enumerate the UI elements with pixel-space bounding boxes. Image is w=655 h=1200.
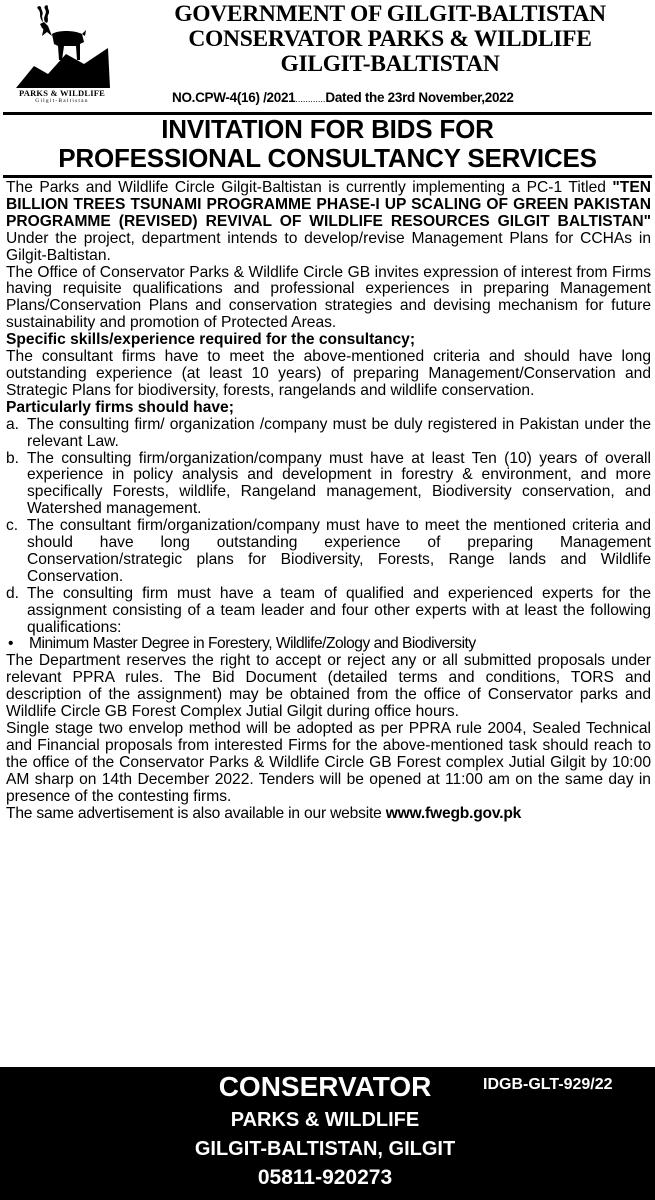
paragraph-rights: The Department reserves the right to accept or reject any or all submitted proposals under relevant PPRA rules. The Bid Document (detailed terms and conditions, TORS and description of the assignment) may be obtained from the office of Conservator parks and Wildlife Circle GB Forest Complex Jutial Gilgit during office hours. [6,652,651,721]
bullet-item [6,636,651,653]
list-text: The consulting firm must have a team of qualified and experienced experts for the assignment consisting of a team leader and four other experts with at least the following qualifications: [27,584,651,636]
header [0,0,655,112]
bullet-text: Minimum Master Degree in Forestery, Wildlife/Zology and Biodiversity [29,635,476,653]
footer-location: GILGIT-BALTISTAN, GILGIT [194,1138,456,1160]
org-line-2: CONSERVATOR PARKS & WILDLIFE [188,26,592,52]
logo-subtext: Gilgit-Baltistan [35,98,89,104]
list-text: The consultant firm/organization/company must have to meet the mentioned criteria and should have long outstanding experience of preparing Management Conservation/strategic plans for Biodiversity, Forests, Range lands and Wildlife Conservation. [27,517,651,585]
subheading-firms: Particularly firms should have; [6,398,234,416]
paragraph-invitation: The Office of Conservator Parks & Wildlife Circle GB invites expression of interest from Firms having requisite qualifications and professional experiences in preparing Management Plans/Conservation Plans and conservation strategies and devising mechanism for future sustainability and promotion of Protected Areas. [6,263,651,332]
paragraph-submission: Single stage two envelop method will be adopted as per PPRA rule 2004, Sealed Technical and Financial proposals from interested Firms for the above-mentioned task should reach to the office of the Conservator Parks & Wildlife Circle GB Forest complex Jutial Gilgit by 10:00 AM sharp on 14th December 2022. Tenders will be opened at 11:00 am on the same day in presence of the contesting firms. [6,720,651,805]
website-text: The same advertisement is also available in our website [6,804,386,822]
org-line-1: GOVERNMENT OF GILGIT-BALTISTAN [174,1,606,27]
list-text: The consulting firm/ organization /company must be duly registered in Pakistan under the relevant Law. [27,415,651,450]
footer-signature-block [0,1067,655,1200]
subheading-skills: Specific skills/experience required for the consultancy; [6,331,416,349]
org-line-3: GILGIT-BALTISTAN [280,51,500,77]
website-line [6,806,651,823]
reference-dots: ............ [295,94,326,104]
list-marker: b. [6,449,20,467]
list-item [6,518,651,586]
reference-number: NO.CPW-4(16) /2021 [172,90,296,105]
footer-designation: CONSERVATOR [218,1071,432,1102]
logo-text: PARKS & WILDLIFE [18,88,105,98]
intro-text-end: Under the project, department intends to develop/revise Management Plans for CCHAs in Gilgit-Baltistan. [6,229,651,264]
bullet-marker: • [8,635,14,653]
footer-department: PARKS & WILDLIFE [230,1109,420,1131]
list-item [6,586,651,637]
reference-line [172,90,514,105]
reference-date: Dated the 23rd November,2022 [325,90,514,105]
notice-body [6,180,651,822]
list-item [6,451,651,519]
list-marker: a. [6,415,20,433]
project-title: "TEN BILLION TREES TSUNAMI PROGRAMME PHASE-I UP SCALING OF GREEN PAKISTAN PROGRAMME (REVISED) REVIVAL OF WILDLIFE RESOURCES GILGIT BALTISTAN" [6,179,651,230]
intro-text: The Parks and Wildlife Circle Gilgit-Baltistan is currently implementing a PC-1 Titled [6,179,613,196]
parks-wildlife-logo [6,4,118,104]
list-marker: d. [6,584,20,602]
organization-heading [130,2,650,77]
paragraph-criteria: The consultant firms have to meet the above-mentioned criteria and should have long outstanding experience (at least 10 years) of preparing Management/Conservation and Strategic Plans for biodiversity, forests, rangelands and wildlife conservation. [6,348,651,399]
title-line-2: PROFESSIONAL CONSULTANCY SERVICES [58,143,597,173]
markhor-icon [14,4,110,88]
footer-phone: 05811-920273 [257,1166,393,1189]
list-text: The consulting firm/organization/company must have at least Ten (10) years of overall experience in policy analysis and development in forestry & environment, and more specifically Forests, wildlife, Rangeland management, Biodiversity conservation, and Watershed management. [27,449,651,518]
website-link[interactable]: www.fwegb.gov.pk [385,804,522,822]
title-line-1: INVITATION FOR BIDS FOR [161,114,494,144]
list-item [6,417,651,451]
footer-ad-reference: IDGB-GLT-929/22 [483,1076,613,1093]
paragraph-intro [6,180,651,265]
notice-title [3,112,652,178]
list-marker: c. [6,517,19,535]
